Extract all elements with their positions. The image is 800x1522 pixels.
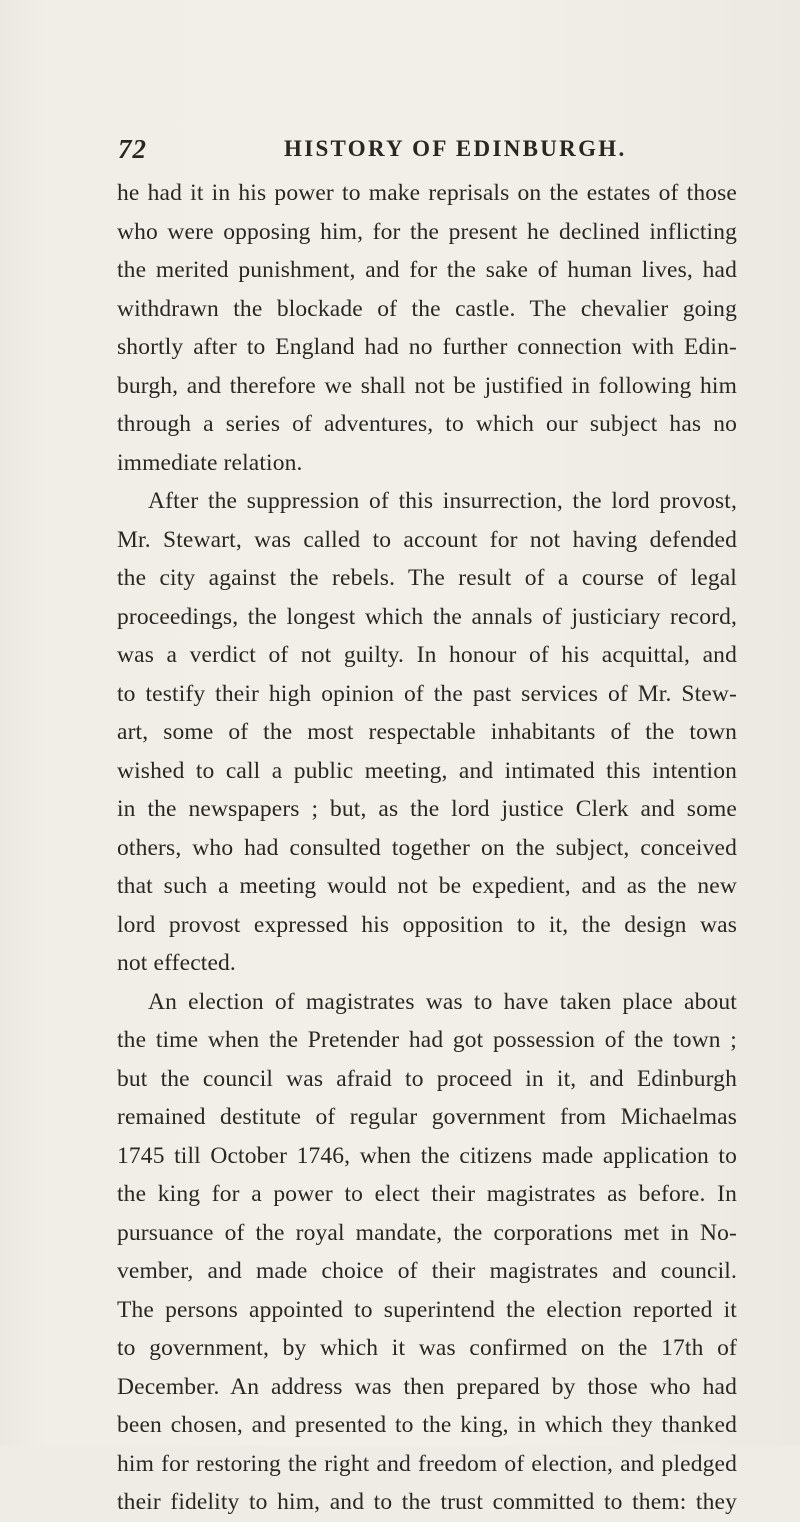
- text-line: lord provost expressed his opposition to it, the design was: [117, 911, 737, 938]
- text-line: him for restoring the right and freedom of election, and pledged: [117, 1450, 737, 1477]
- text-line: the merited punishment, and for the sake of human lives, had: [117, 257, 737, 283]
- running-title: HISTORY OF EDINBURGH.: [284, 136, 627, 161]
- text-line: but the council was afraid to proceed in it, and Edinburgh: [117, 1065, 737, 1092]
- text-line: others, who had consulted together on the subject, conceived: [117, 834, 737, 861]
- body-text: [117, 174, 737, 1522]
- text-line: proceedings, the longest which the annals of justiciary record,: [117, 603, 737, 630]
- text-line: their fidelity to him, and to the trust committed to them: they: [117, 1489, 737, 1515]
- running-head: [0, 128, 800, 168]
- text-line: the time when the Pretender had got possession of the town ;: [117, 1027, 737, 1053]
- text-line: An election of magistrates was to have taken place about: [148, 988, 737, 1015]
- page-number: 72: [118, 134, 147, 164]
- text-line: been chosen, and presented to the king, in which they thanked: [117, 1412, 737, 1438]
- text-line: in the newspapers ; but, as the lord justice Clerk and some: [117, 796, 737, 822]
- text-line: 1745 till October 1746, when the citizens made application to: [117, 1142, 737, 1169]
- text-line: pursuance of the royal mandate, the corporations met in No-: [117, 1219, 737, 1246]
- text-line: shortly after to England had no further connection with Edin-: [117, 334, 737, 360]
- text-line: vember, and made choice of their magistrates and council.: [117, 1258, 737, 1284]
- text-line: withdrawn the blockade of the castle. The chevalier going: [117, 295, 737, 322]
- text-line: the city against the rebels. The result of a course of legal: [117, 565, 737, 591]
- text-line: wished to call a public meeting, and intimated this intention: [117, 757, 737, 784]
- text-line: December. An address was then prepared by those who had: [117, 1373, 737, 1400]
- text-line: immediate relation.: [117, 449, 303, 476]
- text-line: who were opposing him, for the present he declined inflicting: [117, 218, 737, 245]
- text-line: burgh, and therefore we shall not be justified in following him: [117, 372, 737, 399]
- text-line: through a series of adventures, to which our subject has no: [117, 411, 737, 437]
- text-line: was a verdict of not guilty. In honour of his acquittal, and: [117, 642, 737, 668]
- text-line: Mr. Stewart, was called to account for not having defended: [117, 526, 737, 553]
- text-line: that such a meeting would not be expedient, and as the new: [117, 873, 737, 899]
- text-line: After the suppression of this insurrection, the lord provost,: [148, 488, 737, 514]
- text-line: The persons appointed to superintend the election reported it: [117, 1296, 737, 1323]
- text-line: remained destitute of regular government from Michaelmas: [117, 1104, 737, 1130]
- text-line: to government, by which it was confirmed on the 17th of: [117, 1335, 737, 1361]
- text-line: he had it in his power to make reprisals on the estates of those: [117, 180, 737, 206]
- text-line: art, some of the most respectable inhabitants of the town: [117, 719, 737, 745]
- text-line: not effected.: [117, 950, 236, 976]
- text-line: to testify their high opinion of the past services of Mr. Stew-: [117, 680, 737, 707]
- text-line: the king for a power to elect their magistrates as before. In: [117, 1181, 737, 1207]
